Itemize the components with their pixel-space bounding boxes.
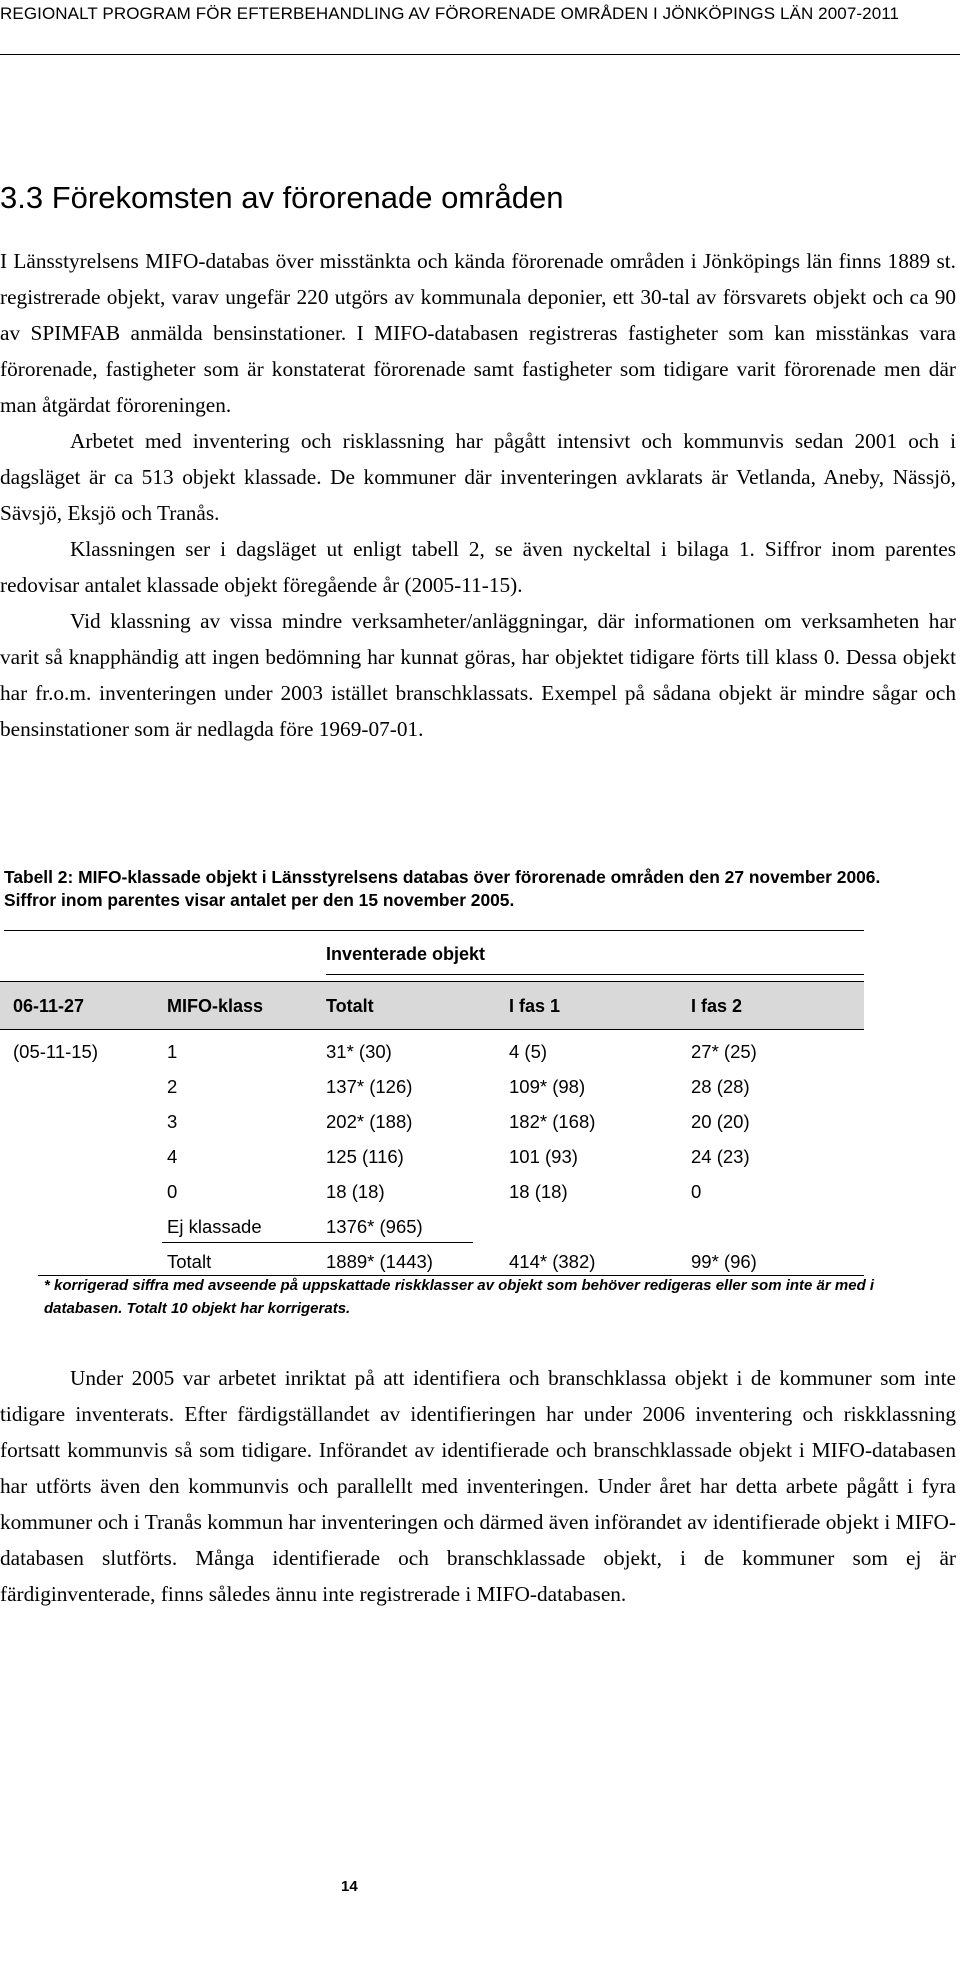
running-header: REGIONALT PROGRAM FÖR EFTERBEHANDLING AV FÖRORENADE OMRÅDEN I JÖNKÖPINGS LÄN 2007-2011	[0, 4, 900, 23]
column-header-fas-2: I fas 2	[691, 996, 743, 1016]
cell-fas-2: 0	[691, 1181, 702, 1202]
cell-fas-1: 109* (98)	[509, 1076, 586, 1097]
paragraph-5: Under 2005 var arbetet inriktat på att identifiera och branschklassa objekt i de kommuner som inte tidigare inventerats. Efter färdigställandet av identifieringen har under 2006 inventering och riskklassning fortsatt kommunvis så som tidigare. Införandet av identifierade och branschklassade objekt i MIFO-databasen har utförts även den kommunvis och parallellt med inventeringen. Under året har detta arbete pågått i fyra kommuner och i Tranås kommun har inventeringen och därmed även införandet av identifierade objekt i MIFO-databasen slutförts. Många identifierade och branschklassade objekt, i de kommuner som ej är färdiginventerade, finns således ännu inte registrerade i MIFO-databasen.	[0, 1366, 956, 1606]
cell-totalt: 137* (126)	[326, 1076, 413, 1097]
table-group-label: Inventerade objekt	[326, 944, 486, 964]
section-heading: 3.3 Förekomsten av förorenade områden	[0, 180, 564, 215]
paragraph-2: Arbetet med inventering och risklassning har pågått intensivt och kommunvis sedan 2001 och i dagsläget är ca 513 objekt klassade. De kommuner där inventeringen avklarats är Vetlanda, Aneby, Nässjö, Sävsjö, Eksjö och Tranås.	[0, 429, 956, 525]
cell-fas-1: 101 (93)	[509, 1146, 578, 1167]
paragraph-1: I Länsstyrelsens MIFO-databas över misstänkta och kända förorenade områden i Jönköpings län finns 1889 st. registrerade objekt, varav ungefär 220 utgörs av kommunala deponier, ett 30-tal av försvarets objekt och ca 90 av SPIMFAB anmälda bensinstationer. I MIFO-databasen registreras fastigheter som kan misstänkas vara förorenade, fastigheter som är konstaterat förorenade samt fastigheter som tidigare varit förorenade men där man åtgärdat föroreningen.	[0, 249, 956, 417]
cell-date: (05-11-15)	[13, 1041, 99, 1062]
group-underline	[326, 974, 864, 975]
cell-fas-2: 20 (20)	[691, 1111, 750, 1132]
intro-text	[0, 243, 956, 747]
column-header-fas-1: I fas 1	[509, 996, 561, 1016]
cell-mifo-klass: Ej klassade	[167, 1216, 262, 1237]
column-header-date: 06-11-27	[13, 996, 85, 1016]
table-footnote: * korrigerad siffra med avseende på uppskattade riskklasser av objekt som behöver redigeras eller som inte är med i databasen. Totalt 10 objekt har korrigerats.	[44, 1277, 875, 1317]
paragraph-4: Vid klassning av vissa mindre verksamheter/anläggningar, där informationen om verksamheten har varit så knapphändig att ingen bedömning har kunnat göras, har objektet tidigare förts till klass 0. Dessa objekt har fr.o.m. inventeringen under 2003 istället branschklassats. Exempel på sådana objekt är mindre sågar och bensinstationer som är nedlagda före 1969-07-01.	[0, 609, 956, 741]
cell-totalt: 1889* (1443)	[326, 1251, 433, 1272]
cell-fas-1: 4 (5)	[509, 1041, 548, 1062]
cell-mifo-klass: Totalt	[167, 1251, 212, 1272]
cell-totalt: 1376* (965)	[326, 1216, 423, 1237]
table-caption: Tabell 2: MIFO-klassade objekt i Länsstyrelsens databas över förorenade områden den 27 november 2006. Siffror inom parentes visar antalet per den 15 november 2005.	[4, 867, 881, 910]
header-bottom-rule	[0, 1029, 864, 1030]
cell-totalt: 125 (116)	[326, 1146, 404, 1167]
table-top-rule	[4, 930, 864, 931]
cell-totalt: 202* (188)	[326, 1111, 413, 1132]
cell-totalt: 18 (18)	[326, 1181, 385, 1202]
cell-fas-2: 27* (25)	[691, 1041, 757, 1062]
closing-text	[0, 1360, 956, 1612]
cell-fas-2: 28 (28)	[691, 1076, 750, 1097]
cell-mifo-klass: 4	[167, 1146, 178, 1167]
cell-totalt: 31* (30)	[326, 1041, 392, 1062]
cell-fas-1: 182* (168)	[509, 1111, 596, 1132]
paragraph-3: Klassningen ser i dagsläget ut enligt tabell 2, se även nyckeltal i bilaga 1. Siffror inom parentes redovisar antalet klassade objekt föregående år (2005-11-15).	[0, 537, 956, 597]
cell-fas-1: 414* (382)	[509, 1251, 596, 1272]
subtotal-rule	[162, 1242, 473, 1243]
cell-fas-2: 24 (23)	[691, 1146, 750, 1167]
column-header-mifo-klass: MIFO-klass	[167, 996, 264, 1016]
cell-mifo-klass: 0	[167, 1181, 178, 1202]
cell-mifo-klass: 1	[167, 1041, 178, 1062]
page-number: 14	[341, 1878, 358, 1895]
cell-fas-1: 18 (18)	[509, 1181, 568, 1202]
cell-fas-2: 99* (96)	[691, 1251, 757, 1272]
column-header-totalt: Totalt	[326, 996, 374, 1016]
cell-mifo-klass: 2	[167, 1076, 178, 1097]
header-rule	[0, 54, 960, 55]
header-top-rule	[0, 981, 864, 982]
cell-mifo-klass: 3	[167, 1111, 178, 1132]
